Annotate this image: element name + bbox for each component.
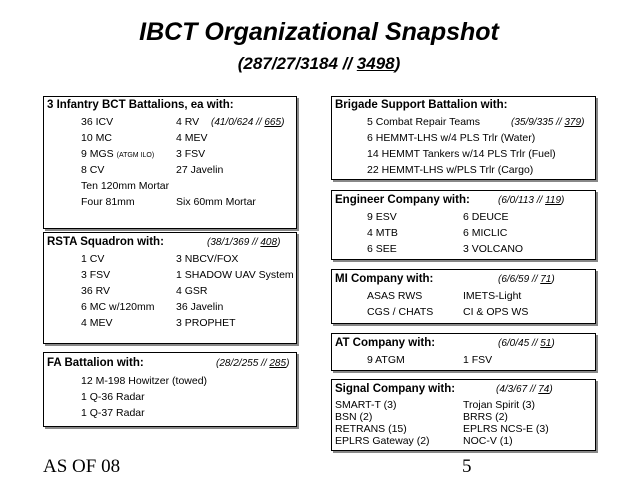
signal-item: SMART-T (3): [335, 399, 397, 411]
mi-item: CGS / CHATS: [367, 306, 434, 318]
signal-item: RETRANS (15): [335, 423, 407, 435]
fa-battalion-box: [43, 352, 297, 427]
infantry-item: 4 MEV: [176, 132, 208, 144]
mi-item: CI & OPS WS: [463, 306, 529, 318]
infantry-item: Six 60mm Mortar: [176, 196, 256, 208]
at-company-box: [331, 333, 596, 371]
infantry-header: 3 Infantry BCT Battalions, ea with:: [47, 99, 234, 111]
mi-note: (6/6/59 // 71): [498, 274, 555, 285]
signal-company-box: [331, 379, 596, 451]
signal-header: Signal Company with:: [335, 383, 456, 395]
engineer-item: 6 DEUCE: [463, 211, 509, 223]
signal-item: BRRS (2): [463, 411, 508, 423]
engineer-item: 4 MTB: [367, 227, 398, 239]
signal-item: Trojan Spirit (3): [463, 399, 535, 411]
infantry-item: 3 FSV: [176, 148, 206, 160]
fa-item: 1 Q-36 Radar: [81, 391, 145, 403]
engineer-item: 9 ESV: [367, 211, 397, 223]
bsb-item: 22 HEMMT-LHS w/PLS Trlr (Cargo): [367, 164, 534, 176]
signal-item: EPLRS Gateway (2): [335, 435, 430, 447]
rsta-item: 3 NBCV/FOX: [176, 253, 239, 265]
infantry-item: 27 Javelin: [176, 164, 224, 176]
page-number: 5: [462, 456, 472, 477]
infantry-item: 9 MGS (ATGM ILO): [81, 148, 155, 160]
brigade-support-box: [331, 96, 596, 180]
rsta-item: 3 FSV: [81, 269, 111, 281]
at-item: 1 FSV: [463, 354, 493, 366]
infantry-item: Ten 120mm Mortar: [81, 180, 170, 192]
mi-item: IMETS-Light: [463, 290, 522, 302]
engineer-item: 3 VOLCANO: [463, 243, 524, 255]
rsta-item: 6 MC w/120mm: [81, 301, 155, 313]
subtitle-total: 3498: [356, 54, 395, 73]
rsta-item: 4 GSR: [176, 285, 208, 297]
engineer-item: 6 SEE: [367, 243, 397, 255]
infantry-mgs-note: (ATGM ILO): [116, 152, 155, 159]
infantry-battalions-box: [43, 96, 297, 229]
fa-note: (28/2/255 // 285): [216, 358, 290, 369]
rsta-item: 1 SHADOW UAV System: [176, 269, 294, 281]
engineer-company-box: [331, 190, 596, 260]
engineer-header: Engineer Company with:: [335, 194, 470, 206]
infantry-item: 36 ICV: [81, 116, 114, 128]
bsb-item: 5 Combat Repair Teams: [367, 116, 481, 128]
rsta-item: 1 CV: [81, 253, 105, 265]
rsta-header: RSTA Squadron with:: [47, 236, 164, 248]
rsta-squadron-box: [43, 232, 297, 344]
fa-item: 12 M-198 Howitzer (towed): [81, 375, 208, 387]
signal-note: (4/3/67 // 74): [496, 384, 553, 395]
signal-item: NOC-V (1): [463, 435, 513, 447]
infantry-note: (41/0/624 // 665): [211, 117, 285, 128]
bsb-note: (35/9/335 // 379): [511, 117, 585, 128]
engineer-note: (6/0/113 // 119): [498, 195, 565, 206]
infantry-item: 10 MC: [81, 132, 112, 144]
rsta-item: 4 MEV: [81, 317, 113, 329]
mi-header: MI Company with:: [335, 273, 434, 285]
mi-item: ASAS RWS: [367, 290, 423, 302]
footer-date: AS OF 08: [43, 456, 121, 477]
rsta-item: 36 Javelin: [176, 301, 224, 313]
mi-company-box: [331, 269, 596, 324]
bsb-header: Brigade Support Battalion with:: [335, 99, 508, 111]
page-title: IBCT Organizational Snapshot: [139, 18, 499, 46]
at-note: (6/0/45 // 51): [498, 338, 555, 349]
engineer-item: 6 MICLIC: [463, 227, 508, 239]
signal-item: EPLRS NCS-E (3): [463, 423, 549, 435]
bsb-item: 6 HEMMT-LHS w/4 PLS Trlr (Water): [367, 132, 536, 144]
page-subtitle: (287/27/3184 // 3498): [237, 54, 401, 73]
fa-header: FA Battalion with:: [47, 357, 144, 369]
rsta-item: 36 RV: [81, 285, 110, 297]
infantry-item: 8 CV: [81, 164, 105, 176]
rsta-note: (38/1/369 // 408): [207, 237, 281, 248]
bsb-item: 14 HEMMT Tankers w/14 PLS Trlr (Fuel): [367, 148, 556, 160]
infantry-item: Four 81mm: [81, 196, 135, 208]
infantry-item: 4 RV: [176, 116, 200, 128]
at-item: 9 ATGM: [367, 354, 405, 366]
fa-item: 1 Q-37 Radar: [81, 407, 145, 419]
signal-item: BSN (2): [335, 411, 373, 423]
at-header: AT Company with:: [335, 337, 436, 349]
rsta-item: 3 PROPHET: [176, 317, 236, 329]
